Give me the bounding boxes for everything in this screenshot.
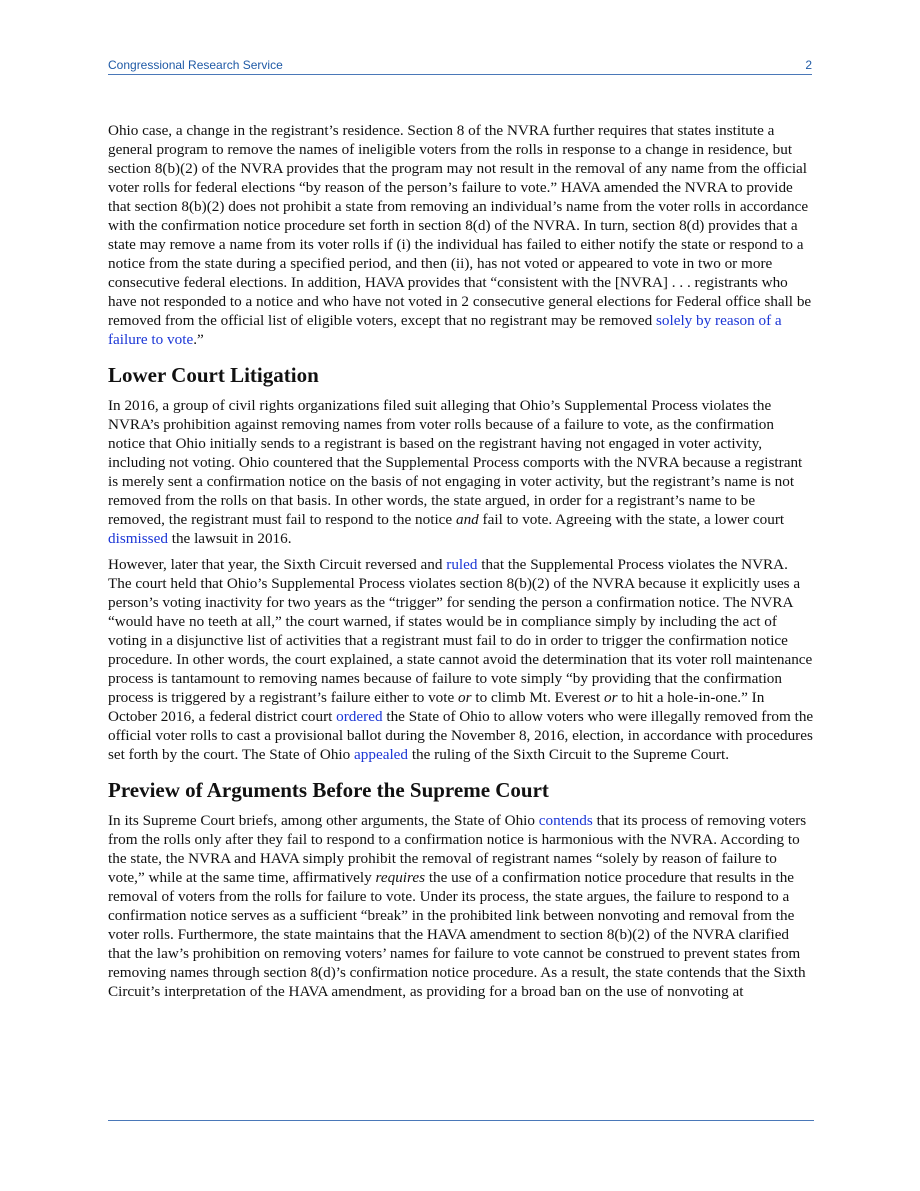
link-dismissed[interactable]: dismissed xyxy=(108,530,168,547)
paragraph-lawsuit xyxy=(108,396,814,548)
text-run: to hit a hole-in-one.” In October 2016, a federal district court xyxy=(108,689,765,725)
link-ordered[interactable]: ordered xyxy=(336,708,383,725)
text-run: .” xyxy=(193,331,204,348)
link-ruled[interactable]: ruled xyxy=(446,556,478,573)
text-run: the use of a confirmation notice procedure that results in the removal of voters from the rolls for failure to vote. Under its process, the state argues, the failure to respond to a confirmation notice serves as a sufficient “break” in the prohibited link between nonvoting and removal from the voter rolls. Furthermore, the state maintains that the HAVA amendment to section 8(b)(2) of the NVRA clarified that the law’s prohibition on removing voters’ names for failure to vote cannot be construed to prevent states from removing names through section 8(d)’s confirmation notice procedure. As a result, the state contends that the Sixth Circuit’s interpretation of the HAVA amendment, as providing for a broad ban on the use of nonvoting at xyxy=(108,869,806,1000)
emphasis-text: or xyxy=(604,689,618,706)
text-run: In 2016, a group of civil rights organizations filed suit alleging that Ohio’s Supplemental Process violates the NVRA’s prohibition against removing names from voter rolls because of a failure to vote, as the confirmation notice that Ohio initially sends to a registrant is based on the registrant having not engaged in voter activity, including not voting. Ohio countered that the Supplemental Process comports with the NVRA because a registrant is merely sent a confirmation notice on the basis of not engaging in voter activity, but the registrant’s name is not removed from the rolls on that basis. In other words, the state argued, in order for a registrant’s name to be removed, the registrant must fail to respond to the notice xyxy=(108,397,803,528)
text-run: the lawsuit in 2016. xyxy=(167,530,292,547)
header-organization: Congressional Research Service xyxy=(108,58,283,72)
paragraph-ohio-briefs xyxy=(108,811,814,1001)
text-run: that the Supplemental Process violates the NVRA. The court held that Ohio’s Supplemental Process violates section 8(b)(2) of the NVRA because it explicitly uses a person’s voting inactivity for two years as the “trigger” for sending the person a confirmation notice. The NVRA “would have no teeth at all,” the court warned, if states would be in compliance simply by including the act of voting in a disjunctive list of activities that a registrant must fail to do in order to trigger the confirmation notice procedure. In other words, the court explained, a state cannot avoid the determination that its voter roll maintenance process is tantamount to removing names because of failure to vote simply “by providing that the confirmation process is triggered by a registrant’s failure either to vote xyxy=(108,556,813,706)
link-contends[interactable]: contends xyxy=(538,812,593,829)
paragraph-sixth-circuit xyxy=(108,555,814,764)
link-solely-by-reason[interactable]: solely by reason of a failure to vote xyxy=(108,312,782,348)
text-run: fail to vote. Agreeing with the state, a lower court xyxy=(478,511,785,528)
link-appealed[interactable]: appealed xyxy=(354,746,409,763)
page-number: 2 xyxy=(805,58,812,72)
paragraph-nvra-hava xyxy=(108,121,814,349)
text-run: the State of Ohio to allow voters who were illegally removed from the official voter rolls to cast a provisional ballot during the November 8, 2016, election, in accordance with procedures set forth by the court. The State of Ohio xyxy=(108,708,814,763)
text-run: that its process of removing voters from the rolls only after they fail to respond to a confirmation notice is harmonious with the NVRA. According to the state, the NVRA and HAVA simply prohibit the removal of registrant names “solely by reason of failure to vote,” while at the same time, affirmatively xyxy=(108,812,807,886)
text-run: the ruling of the Sixth Circuit to the Supreme Court. xyxy=(408,746,730,763)
running-header xyxy=(108,58,812,75)
text-run: In its Supreme Court briefs, among other arguments, the State of Ohio xyxy=(108,812,539,829)
emphasis-text: requires xyxy=(375,869,426,886)
text-run: However, later that year, the Sixth Circuit reversed and xyxy=(108,556,447,573)
emphasis-text: or xyxy=(458,689,472,706)
section-heading-lower-court-litigation: Lower Court Litigation xyxy=(108,363,319,387)
emphasis-text: and xyxy=(455,511,479,528)
section-heading-preview-of-arguments: Preview of Arguments Before the Supreme Court xyxy=(108,778,549,802)
text-run: to climb Mt. Everest xyxy=(471,689,605,706)
text-run: Ohio case, a change in the registrant’s residence. Section 8 of the NVRA further requires that states institute a general program to remove the names of ineligible voters from the rolls in response to a change in residence, but section 8(b)(2) of the NVRA provides that the program may not result in the removal of any name from the official voter rolls for federal elections “by reason of the person’s failure to vote.” HAVA amended the NVRA to provide that section 8(b)(2) does not prohibit a state from removing an individual’s name from the voter rolls in accordance with the confirmation notice procedure set forth in section 8(d) of the NVRA. In turn, section 8(d) provides that a state may remove a name from its voter rolls if (i) the individual has failed to either notify the state or respond to a notice from the state during a specified period, and then (ii), has not voted or appeared to vote in two or more consecutive federal elections. In addition, HAVA provides that “consistent with the [NVRA] . . . registrants who have not responded to a notice and who have not voted in 2 consecutive general elections for Federal office shall be removed from the official list of eligible voters, except that no registrant may be removed xyxy=(108,122,812,329)
document-body xyxy=(108,121,814,1008)
footer-divider xyxy=(108,1120,814,1121)
